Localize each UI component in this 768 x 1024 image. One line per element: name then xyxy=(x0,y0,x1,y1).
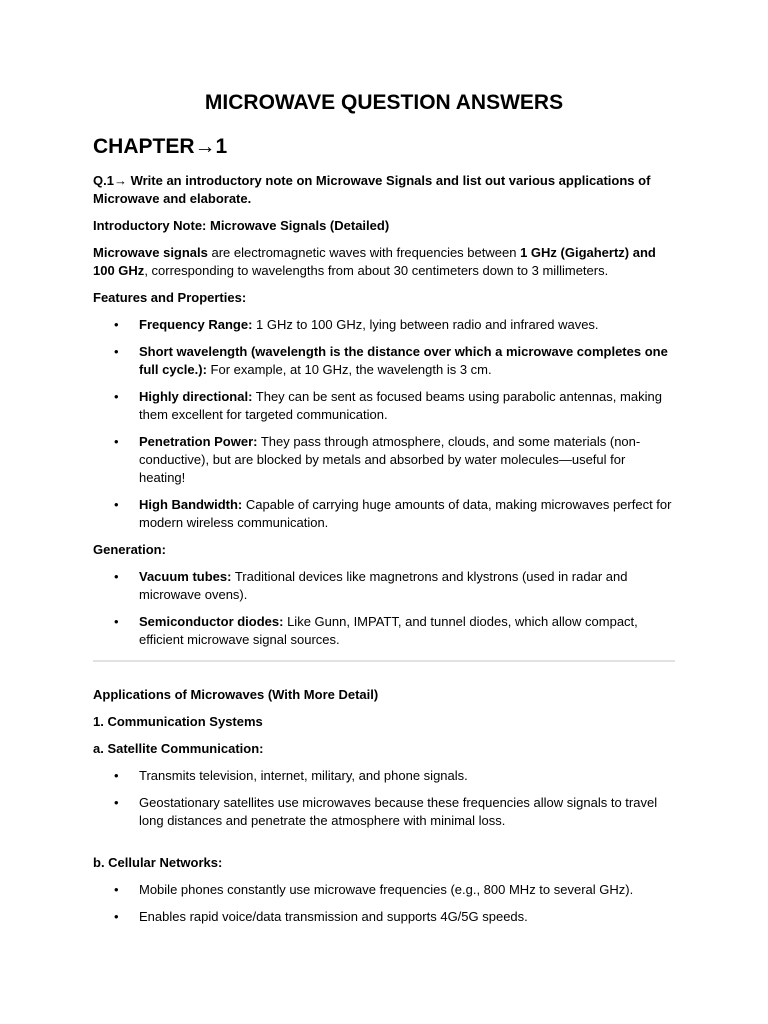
list-item-text: For example, at 10 GHz, the wavelength is 3 cm. xyxy=(206,362,492,377)
chapter-heading: CHAPTER→1 xyxy=(93,135,228,158)
intro-paragraph xyxy=(93,244,675,280)
list-item xyxy=(93,316,675,334)
cellular-list xyxy=(93,881,675,926)
list-item xyxy=(93,433,675,487)
list-item-text: Like Gunn, IMPATT, and tunnel diodes, which allow compact, efficient microwave signal sources. xyxy=(139,614,638,647)
list-item-text: They pass through atmosphere, clouds, and some materials (non-conductive), but are blocked by metals and absorbed by water molecules—useful for heating! xyxy=(139,434,641,485)
cellular-heading: b. Cellular Networks: xyxy=(93,855,223,870)
list-item-label: Frequency Range: xyxy=(139,317,253,332)
list-item: • Geostationary satellites use microwaves because these frequencies allow signals to travel long distances and penetrate the atmosphere with minimal loss. xyxy=(93,794,675,830)
list-item-label: Semiconductor diodes: xyxy=(139,614,284,629)
features-heading: Features and Properties: xyxy=(93,290,247,305)
applications-heading: Applications of Microwaves (With More Detail) xyxy=(93,687,379,702)
question-text: Q.1→ Write an introductory note on Microwave Signals and list out various applications of Microwave and elaborate. xyxy=(93,173,651,206)
list-item-label: Vacuum tubes: xyxy=(139,569,232,584)
list-item-text: Traditional devices like magnetrons and klystrons (used in radar and microwave ovens). xyxy=(139,569,628,602)
generation-list xyxy=(93,568,675,649)
list-item-label: Penetration Power: xyxy=(139,434,258,449)
list-item xyxy=(93,613,675,649)
list-item: • Enables rapid voice/data transmission and supports 4G/5G speeds. xyxy=(93,908,675,926)
list-item-label: High Bandwidth: xyxy=(139,497,243,512)
features-list xyxy=(93,316,675,532)
list-item-label: Short wavelength (wavelength is the distance over which a microwave completes one full cycle.): xyxy=(139,344,668,377)
list-item-text: They can be sent as focused beams using parabolic antennas, making them excellent for targeted communication. xyxy=(139,389,662,422)
horizontal-divider xyxy=(93,660,675,662)
intro-text-1: are electromagnetic waves with frequencies between xyxy=(207,245,521,260)
satellite-heading: a. Satellite Communication: xyxy=(93,741,264,756)
intro-heading: Introductory Note: Microwave Signals (Detailed) xyxy=(93,218,390,233)
list-item: • Mobile phones constantly use microwave frequencies (e.g., 800 MHz to several GHz). xyxy=(93,881,675,899)
list-item xyxy=(93,343,675,379)
document-title: MICROWAVE QUESTION ANSWERS xyxy=(204,91,564,114)
communication-heading: 1. Communication Systems xyxy=(93,714,263,729)
intro-bold-term: Microwave signals xyxy=(93,245,208,260)
satellite-list xyxy=(93,767,675,830)
list-item-text: 1 GHz to 100 GHz, lying between radio and infrared waves. xyxy=(252,317,599,332)
document-body xyxy=(93,88,675,926)
list-item: • Transmits television, internet, military, and phone signals. xyxy=(93,767,675,785)
generation-heading: Generation: xyxy=(93,542,166,557)
intro-text-2: , corresponding to wavelengths from about 30 centimeters down to 3 millimeters. xyxy=(144,263,609,278)
list-item xyxy=(93,568,675,604)
intro-bold-range: 1 GHz (Gigahertz) and 100 GHz xyxy=(93,245,656,278)
list-item xyxy=(93,496,675,532)
list-item-text: Capable of carrying huge amounts of data, making microwaves perfect for modern wireless communication. xyxy=(139,497,672,530)
list-item-label: Highly directional: xyxy=(139,389,253,404)
list-item xyxy=(93,388,675,424)
